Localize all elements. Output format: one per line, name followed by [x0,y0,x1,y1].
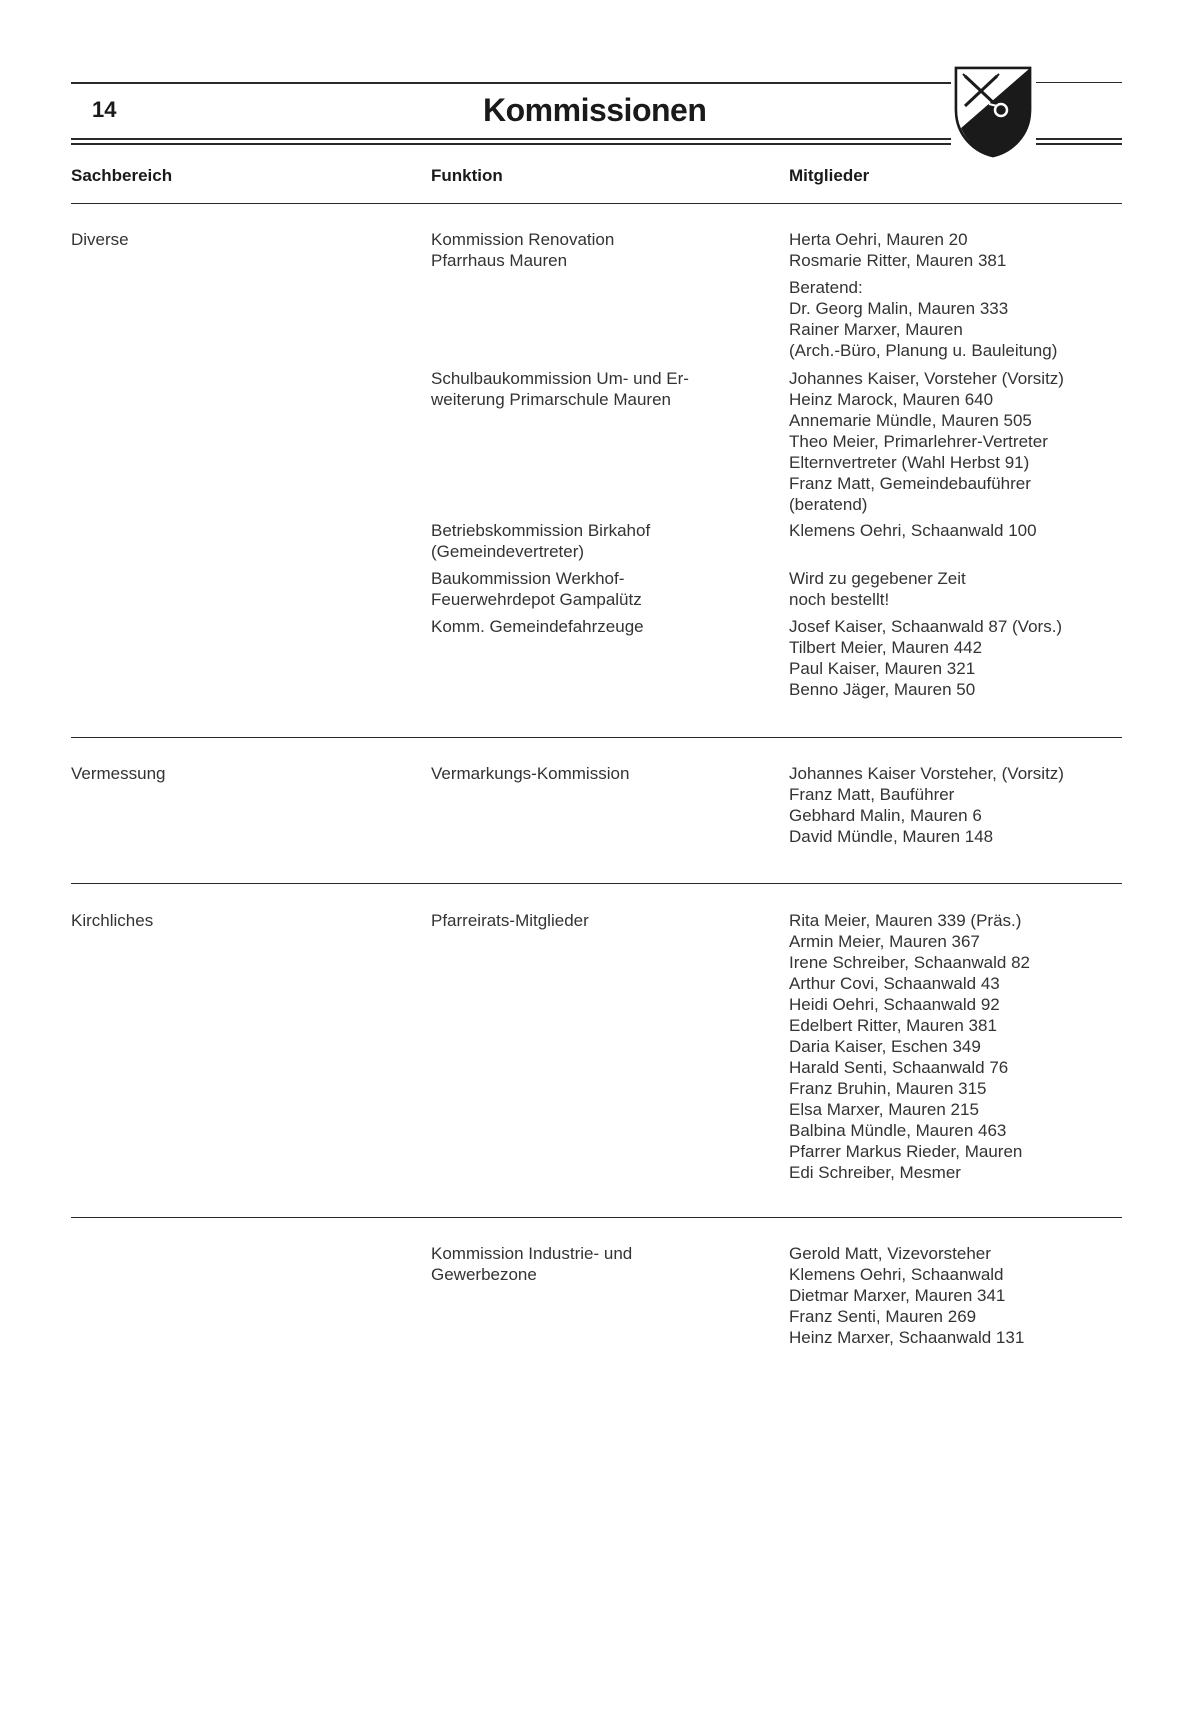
member-line: Theo Meier, Primarlehrer-Vertreter [789,432,1048,451]
member-line: Franz Bruhin, Mauren 315 [789,1079,987,1098]
member-line: Elternvertreter (Wahl Herbst 91) [789,453,1030,472]
member-line: Johannes Kaiser Vorsteher, (Vorsitz) [789,764,1064,783]
funktion-industrie [431,1243,761,1285]
text-line: (Gemeindevertreter) [431,542,585,561]
member-line: Rainer Marxer, Mauren [789,320,963,339]
mitglieder-fahrzeuge [789,616,1149,700]
sachbereich-vermessung: Vermessung [71,764,166,783]
mitglieder-pfarreirat [789,910,1149,1183]
member-line: Heinz Marock, Mauren 640 [789,390,994,409]
member-line: (beratend) [789,495,868,514]
text-line: Kommission Renovation [431,230,615,249]
member-line: Heidi Oehri, Schaanwald 92 [789,995,1000,1014]
member-line: Daria Kaiser, Eschen 349 [789,1037,981,1056]
mitglieder-vermarkung [789,763,1149,847]
member-line: Johannes Kaiser, Vorsteher (Vorsitz) [789,369,1064,388]
mitglieder-schulbau [789,368,1149,515]
column-header-rule [71,203,1122,204]
text-line: Betriebskommission Birkahof [431,521,651,540]
sachbereich-diverse: Diverse [71,230,129,249]
funktion-schulbau [431,368,761,410]
text-line: weiterung Primarschule Mauren [431,390,671,409]
member-line: Elsa Marxer, Mauren 215 [789,1100,979,1119]
member-line: David Mündle, Mauren 148 [789,827,994,846]
funktion-fahrzeuge [431,616,761,637]
member-line: Franz Matt, Gemeindebauführer [789,474,1031,493]
section-divider [71,737,1122,738]
header-rule-bottom-2 [71,143,951,145]
member-line: Rita Meier, Mauren 339 (Präs.) [789,911,1022,930]
text-line: Feuerwehrdepot Gampalütz [431,590,642,609]
member-line: Josef Kaiser, Schaanwald 87 (Vors.) [789,617,1063,636]
member-line: Armin Meier, Mauren 367 [789,932,980,951]
member-line: Klemens Oehri, Schaanwald 100 [789,521,1037,540]
header-rule-bottom-1 [71,138,951,140]
funktion-pfarreirat [431,910,761,931]
funktion-birkahof [431,520,761,562]
member-line: Edi Schreiber, Mesmer [789,1163,961,1182]
text-line: Kommission Industrie- und [431,1244,633,1263]
text-line: Schulbaukommission Um- und Er- [431,369,689,388]
member-line: Wird zu gegebener Zeit [789,569,966,588]
text-line: Gewerbezone [431,1265,537,1284]
header-rule-bottom-right-2 [1036,143,1122,145]
member-line: Beratend: [789,278,863,297]
member-line: Gerold Matt, Vizevorsteher [789,1244,991,1263]
member-line: Herta Oehri, Mauren 20 [789,230,968,249]
mitglieder-werkhof [789,568,1149,610]
member-line: Benno Jäger, Mauren 50 [789,680,976,699]
text-line: Pfarrhaus Mauren [431,251,568,270]
member-line: Tilbert Meier, Mauren 442 [789,638,983,657]
member-line: Franz Senti, Mauren 269 [789,1307,977,1326]
member-line: Irene Schreiber, Schaanwald 82 [789,953,1030,972]
member-line: Dietmar Marxer, Mauren 341 [789,1286,1006,1305]
mitglieder-birkahof [789,520,1149,541]
header-rule-top-right [1036,82,1122,83]
column-header-mitglieder: Mitglieder [789,166,870,185]
header-rule-bottom-right-1 [1036,138,1122,140]
member-line: Rosmarie Ritter, Mauren 381 [789,251,1007,270]
text-line: Baukommission Werkhof- [431,569,625,588]
member-line: noch bestellt! [789,590,890,609]
member-line: Dr. Georg Malin, Mauren 333 [789,299,1009,318]
member-line: Franz Matt, Bauführer [789,785,955,804]
member-line: Paul Kaiser, Mauren 321 [789,659,976,678]
member-line: Pfarrer Markus Rieder, Mauren [789,1142,1023,1161]
text-line: Pfarreirats-Mitglieder [431,911,589,930]
section-divider [71,883,1122,884]
text-line: Komm. Gemeindefahrzeuge [431,617,644,636]
member-line: (Arch.-Büro, Planung u. Bauleitung) [789,341,1058,360]
member-line: Edelbert Ritter, Mauren 381 [789,1016,997,1035]
member-line: Gebhard Malin, Mauren 6 [789,806,982,825]
sachbereich-kirchliches: Kirchliches [71,911,154,930]
column-header-funktion: Funktion [431,166,503,185]
funktion-vermarkung [431,763,761,784]
member-line: Klemens Oehri, Schaanwald [789,1265,1004,1284]
header-rule-top [71,82,951,84]
funktion-werkhof [431,568,761,610]
page-number: 14 [92,97,117,122]
member-line: Harald Senti, Schaanwald 76 [789,1058,1009,1077]
text-line: Vermarkungs-Kommission [431,764,630,783]
member-line: Arthur Covi, Schaanwald 43 [789,974,1000,993]
funktion-renovation [431,229,761,271]
member-line: Balbina Mündle, Mauren 463 [789,1121,1007,1140]
mitglieder-industrie [789,1243,1149,1348]
section-divider [71,1217,1122,1218]
page-title: Kommissionen [483,92,707,128]
member-line: Heinz Marxer, Schaanwald 131 [789,1328,1025,1347]
column-header-sachbereich: Sachbereich [71,166,173,185]
member-line: Annemarie Mündle, Mauren 505 [789,411,1032,430]
coat-of-arms-icon [953,66,1033,158]
mitglieder-renovation [789,229,1149,361]
